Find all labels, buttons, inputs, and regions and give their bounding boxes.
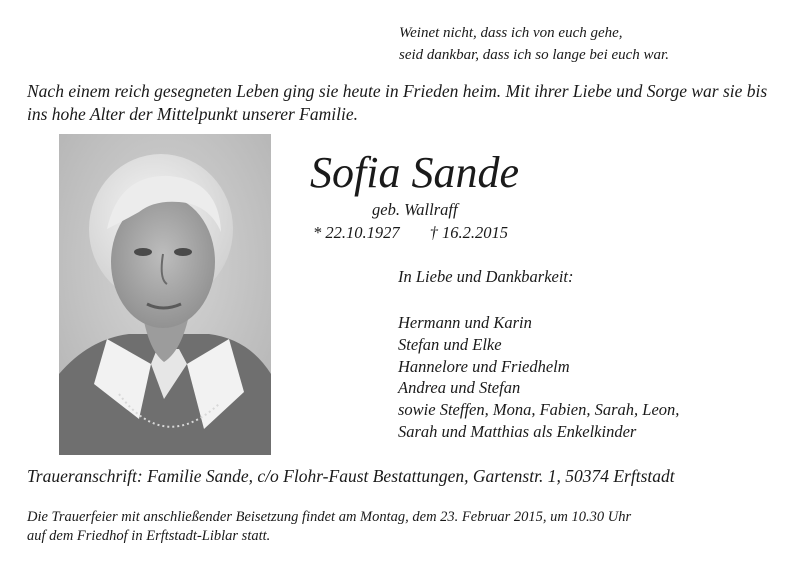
mourners-heading: In Liebe und Dankbarkeit: xyxy=(398,267,574,286)
birth-date: * 22.10.1927 xyxy=(313,223,400,242)
verse xyxy=(399,22,669,66)
mourners-list xyxy=(398,312,679,443)
verse-line-1: Weinet nicht, dass ich von euch gehe, xyxy=(399,25,623,41)
mourner-line: Hannelore und Friedhelm xyxy=(398,356,570,376)
portrait-illustration xyxy=(59,134,271,455)
mourner-line: sowie Steffen, Mona, Fabien, Sarah, Leon, xyxy=(398,400,680,420)
mourner-line: Stefan und Elke xyxy=(398,334,502,354)
portrait-photo xyxy=(59,134,271,455)
service-info xyxy=(27,508,631,546)
death-date: † 16.2.2015 xyxy=(429,223,508,242)
deceased-name: Sofia Sande xyxy=(310,148,519,197)
verse-line-2: seid dankbar, dass ich so lange bei euch war. xyxy=(399,47,669,63)
mourner-line: Sarah und Matthias als Enkelkinder xyxy=(398,421,637,441)
service-line-1: Die Trauerfeier mit anschließender Beisetzung findet am Montag, dem 23. Februar 2015, um 10.30 Uhr xyxy=(27,509,632,525)
life-dates xyxy=(313,223,508,243)
service-line-2: auf dem Friedhof in Erftstadt-Liblar statt. xyxy=(27,528,271,544)
mourner-line: Hermann und Karin xyxy=(398,313,532,332)
intro-text: Nach einem reich gesegneten Leben ging sie heute in Frieden heim. Mit ihrer Liebe und Sorge war sie bis ins hohe Alter der Mittelpunkt unserer Familie. xyxy=(27,81,768,124)
mourner-line: Andrea und Stefan xyxy=(398,378,521,398)
mourning-address: Traueranschrift: Familie Sande, c/o Flohr-Faust Bestattungen, Gartenstr. 1, 50374 Erftstadt xyxy=(27,466,675,486)
birth-name: geb. Wallraff xyxy=(372,200,458,219)
